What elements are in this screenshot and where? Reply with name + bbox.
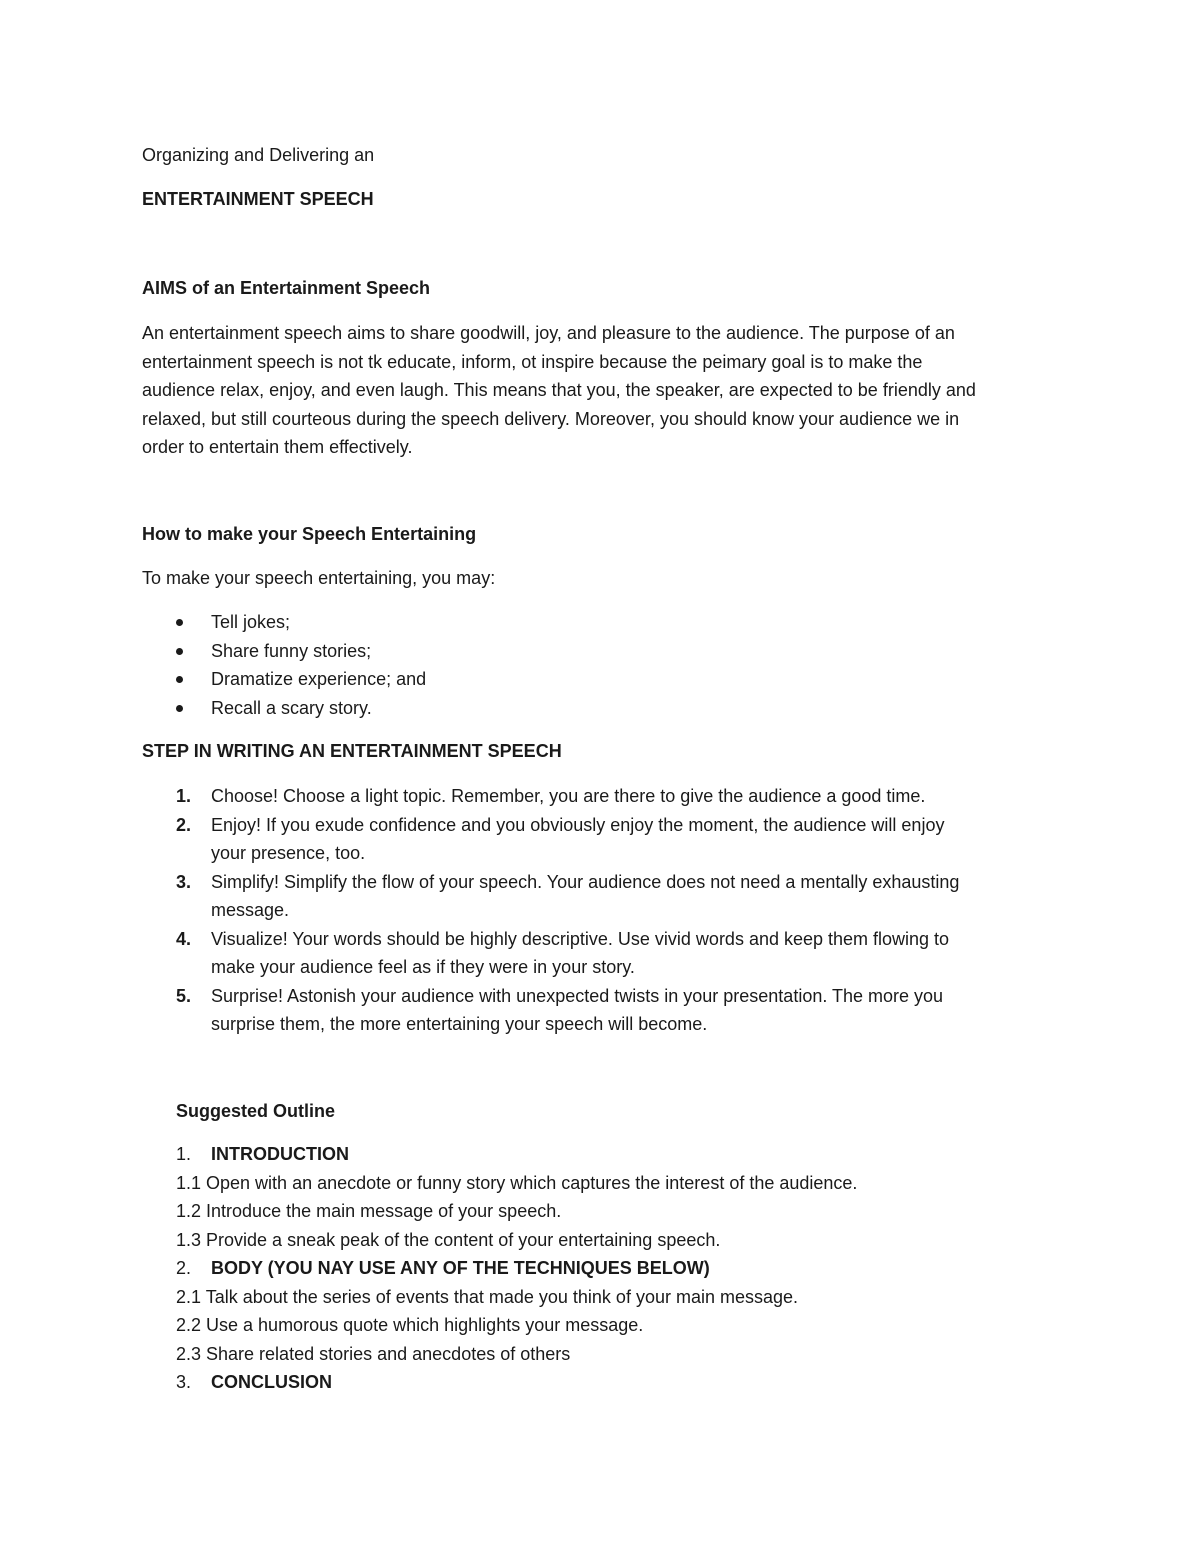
bullet-item — [142, 665, 426, 694]
step-number: 5. — [176, 985, 192, 1006]
step-item — [142, 868, 959, 925]
outline-section-introduction — [176, 1140, 857, 1169]
aims-line: audience relax, enjoy, and even laugh. This means that you, the speaker, are expected to be friendly and — [142, 380, 976, 400]
bullet-text: Tell jokes; — [211, 612, 291, 632]
how-to-bullet-list — [142, 608, 426, 722]
step-number: 4. — [176, 928, 192, 949]
outline-section-number: 1. — [176, 1144, 192, 1164]
step-number: 1. — [176, 786, 192, 806]
aims-paragraph — [142, 319, 1072, 462]
outline-item: 2.1 Talk about the series of events that made you think of your main message. — [176, 1286, 799, 1307]
bullet-icon — [176, 648, 183, 655]
step-text: Choose! Choose a light topic. Remember, you are there to give the audience a good time. — [211, 786, 926, 806]
steps-list — [142, 782, 959, 1039]
step-text: surprise them, the more entertaining your speech will become. — [211, 1014, 708, 1034]
how-to-intro: To make your speech entertaining, you may: — [142, 568, 496, 588]
outline-section-number: 3. — [176, 1372, 192, 1392]
step-text: make your audience feel as if they were in your story. — [211, 957, 635, 977]
bullet-item — [142, 608, 426, 637]
step-item — [142, 811, 959, 868]
steps-heading: STEP IN WRITING AN ENTERTAINMENT SPEECH — [142, 741, 562, 761]
bullet-text: Recall a scary story. — [211, 697, 372, 718]
aims-line: relaxed, but still courteous during the speech delivery. Moreover, you should know your audience we in — [142, 408, 960, 429]
step-item — [142, 925, 959, 982]
outline-heading: Suggested Outline — [176, 1101, 336, 1121]
bullet-text: Share funny stories; — [211, 640, 372, 661]
bullet-icon — [176, 705, 183, 712]
outline-item: 2.2 Use a humorous quote which highlights your message. — [176, 1315, 644, 1335]
step-item — [142, 782, 959, 811]
how-to-heading: How to make your Speech Entertaining — [142, 524, 477, 544]
step-number: 3. — [176, 871, 192, 892]
outline-item: 1.1 Open with an anecdote or funny story which captures the interest of the audience. — [176, 1172, 858, 1193]
step-text: Simplify! Simplify the flow of your speech. Your audience does not need a mentally exhausting — [211, 871, 960, 892]
bullet-text: Dramatize experience; and — [211, 669, 427, 689]
outline-section-title: INTRODUCTION — [211, 1144, 349, 1164]
aims-heading: AIMS of an Entertainment Speech — [142, 278, 431, 298]
step-text: Surprise! Astonish your audience with unexpected twists in your presentation. The more you — [211, 985, 944, 1006]
aims-line: entertainment speech is not tk educate, inform, ot inspire because the peimary goal is to make the — [142, 351, 923, 372]
bullet-item — [142, 637, 426, 666]
bullet-item — [142, 694, 426, 723]
outline-section-conclusion — [176, 1368, 857, 1397]
step-number: 2. — [176, 814, 192, 835]
aims-line: order to entertain them effectively. — [142, 437, 413, 457]
bullet-icon — [176, 619, 183, 626]
step-text: your presence, too. — [211, 843, 366, 863]
document-pretitle: Organizing and Delivering an — [142, 145, 375, 165]
outline-item: 1.3 Provide a sneak peak of the content of your entertaining speech. — [176, 1229, 721, 1250]
outline-section-number: 2. — [176, 1258, 192, 1278]
outline-section-title: BODY (YOU NAY USE ANY OF THE TECHNIQUES BELOW) — [211, 1258, 710, 1278]
outline-item: 1.2 Introduce the main message of your speech. — [176, 1201, 562, 1221]
aims-line: An entertainment speech aims to share goodwill, joy, and pleasure to the audience. The purpose of an — [142, 323, 955, 343]
document-title: ENTERTAINMENT SPEECH — [142, 189, 374, 209]
step-item — [142, 982, 959, 1039]
outline-item: 2.3 Share related stories and anecdotes of others — [176, 1343, 571, 1364]
suggested-outline — [176, 1097, 857, 1397]
step-text: Visualize! Your words should be highly descriptive. Use vivid words and keep them flowing to — [211, 928, 950, 949]
bullet-icon — [176, 676, 183, 683]
outline-section-body — [176, 1254, 857, 1283]
outline-section-title: CONCLUSION — [211, 1372, 332, 1392]
step-text: message. — [211, 900, 290, 920]
step-text: Enjoy! If you exude confidence and you obviously enjoy the moment, the audience will enjoy — [211, 814, 945, 835]
